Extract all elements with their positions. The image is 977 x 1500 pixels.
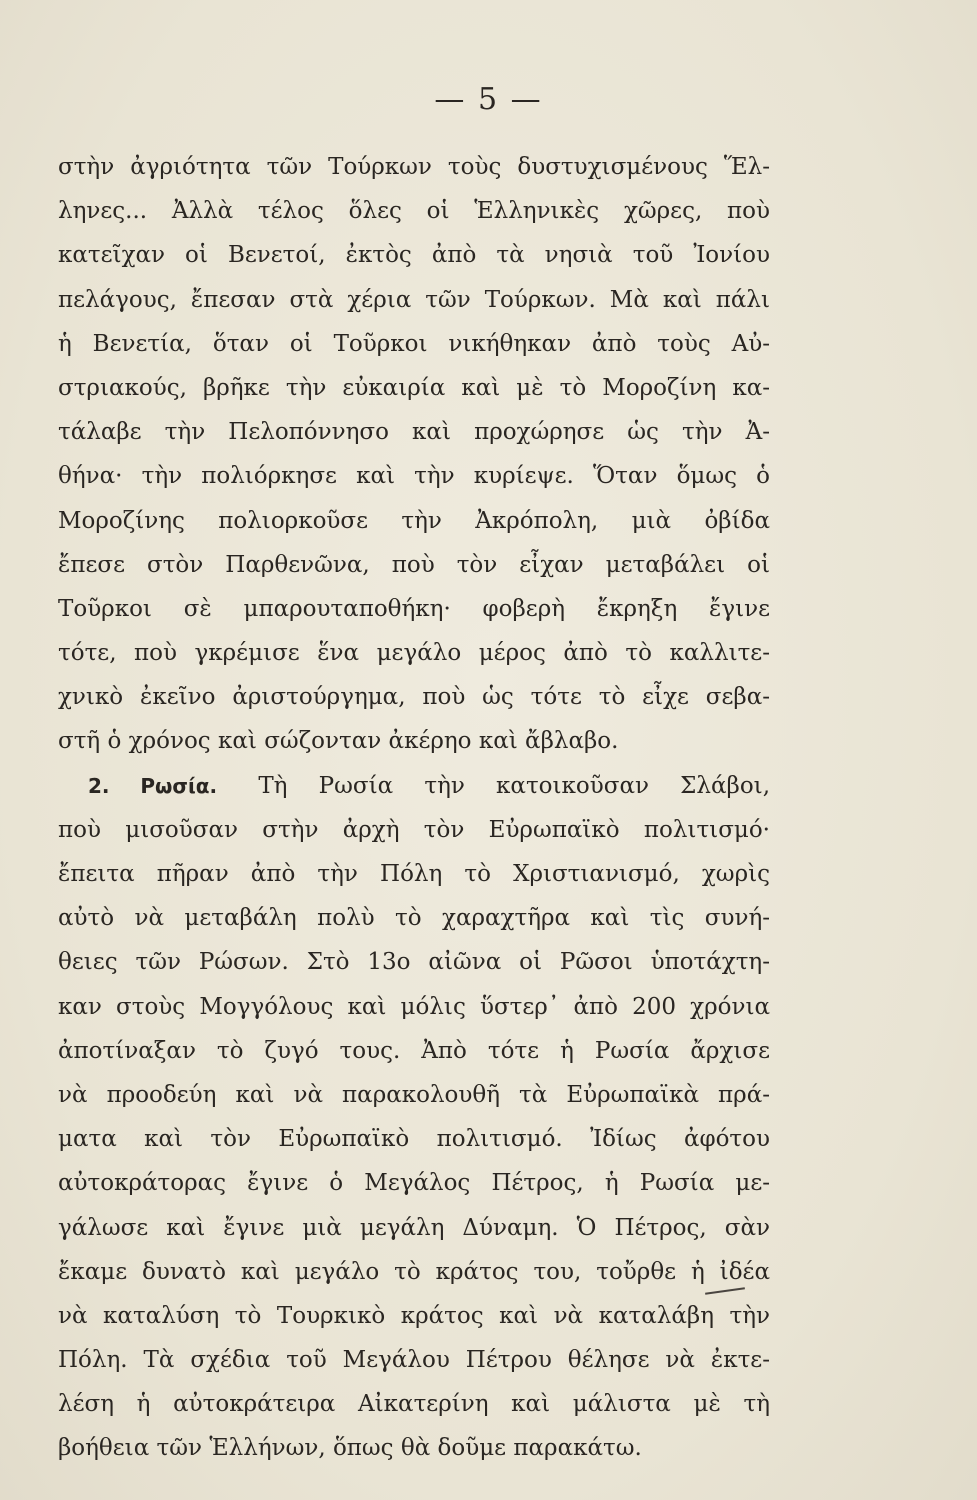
text-line: Μοροζίνης πολιορκοῦσε τὴν Ἀκρόπολη, μιὰ ὀβίδα <box>58 507 770 534</box>
section-first-line <box>58 764 770 808</box>
text-line: τάλαβε τὴν Πελοπόννησο καὶ προχώρησε ὡς τὴν Ἀ- <box>58 419 770 446</box>
text-line: στριακούς, βρῆκε τὴν εὐκαιρία καὶ μὲ τὸ Μοροζίνη κα- <box>58 374 770 401</box>
text-line: Τοῦρκοι σὲ μπαρουταποθήκη· φοβερὴ ἔκρηξη ἔγινε <box>58 595 770 622</box>
text-line: ἀποτίναξαν τὸ ζυγό τους. Ἀπὸ τότε ἡ Ρωσία ἄρχισε <box>58 1037 770 1064</box>
text-line: ἔπεσε στὸν Παρθενῶνα, ποὺ τὸν εἶχαν μεταβάλει οἱ <box>58 551 770 578</box>
text-line: τότε, ποὺ γκρέμισε ἕνα μεγάλο μέρος ἀπὸ τὸ καλλιτε- <box>58 640 770 667</box>
text-line: Πόλη. Τὰ σχέδια τοῦ Μεγάλου Πέτρου θέλησε νὰ ἐκτε- <box>58 1347 770 1374</box>
text-line: στῆ ὁ χρόνος καὶ σώζονταν ἀκέρηο καὶ ἄβλαβο. <box>58 728 619 755</box>
text-line: στὴν ἀγριότητα τῶν Τούρκων τοὺς δυστυχισμένους Ἕλ- <box>58 154 770 180</box>
text-line: νὰ προοδεύη καὶ νὰ παρακολουθῆ τὰ Εὐρωπαϊκὰ πρά- <box>58 1081 770 1108</box>
text-line: ληνες... Ἀλλὰ τέλος ὅλες οἱ Ἑλληνικὲς χῶρες, ποὺ <box>58 198 770 225</box>
text-line: θειες τῶν Ρώσων. Στὸ 13ο αἰῶνα οἱ Ρῶσοι ὑποτάχτη- <box>58 949 770 976</box>
text-line: ποὺ μισοῦσαν στὴν ἀρχὴ τὸν Εὐρωπαϊκὸ πολιτισμό· <box>58 816 770 843</box>
text-line: βοήθεια τῶν Ἑλλήνων, ὅπως θὰ δοῦμε παρακάτω. <box>58 1435 642 1462</box>
text-line: ματα καὶ τὸν Εὐρωπαϊκὸ πολιτισμό. Ἰδίως ἀφότου <box>58 1126 770 1153</box>
text-line: θήνα· τὴν πολιόρκησε καὶ τὴν κυρίεψε. Ὅταν ὅμως ὁ <box>58 463 770 490</box>
text-line: πελάγους, ἔπεσαν στὰ χέρια τῶν Τούρκων. Μὰ καὶ πάλι <box>58 286 770 313</box>
text-line: ἡ Βενετία, ὅταν οἱ Τοῦρκοι νικήθηκαν ἀπὸ τοὺς Αὐ- <box>58 330 770 357</box>
text-line: ἔπειτα πῆραν ἀπὸ τὴν Πόλη τὸ Χριστιανισμό, χωρὶς <box>58 861 770 887</box>
text-line: ἔκαμε δυνατὸ καὶ μεγάλο τὸ κράτος του, τοὔρθε ἡ ἰδέα <box>58 1258 770 1285</box>
text-line: αὐτοκράτορας ἔγινε ὁ Μεγάλος Πέτρος, ἡ Ρωσία με- <box>58 1170 770 1197</box>
body-text <box>58 145 770 1471</box>
page-number: — 5 — <box>434 82 543 117</box>
text-line: χνικὸ ἐκεῖνο ἀριστούργημα, ποὺ ὡς τότε τὸ εἶχε σεβα- <box>58 684 770 711</box>
section-first-line-text: Τὴ Ρωσία τὴν κατοικοῦσαν Σλάβοι, <box>258 772 770 799</box>
text-line: γάλωσε καὶ ἔγινε μιὰ μεγάλη Δύναμη. Ὁ Πέτρος, σὰν <box>58 1214 770 1241</box>
text-line: λέση ἡ αὐτοκράτειρα Αἰκατερίνη καὶ μάλιστα μὲ τὴ <box>58 1391 770 1418</box>
text-line: καν στοὺς Μογγόλους καὶ μόλις ὕστερ᾽ ἀπὸ 200 χρόνια <box>58 993 770 1020</box>
text-line: κατεῖχαν οἱ Βενετοί, ἐκτὸς ἀπὸ τὰ νησιὰ τοῦ Ἰονίου <box>58 242 770 269</box>
section-heading: 2. Ρωσία. <box>88 773 218 798</box>
text-line: νὰ καταλύση τὸ Τουρκικὸ κράτος καὶ νὰ καταλάβη τὴν <box>58 1302 770 1329</box>
text-line: αὐτὸ νὰ μεταβάλη πολὺ τὸ χαραχτῆρα καὶ τὶς συνή- <box>58 905 770 932</box>
